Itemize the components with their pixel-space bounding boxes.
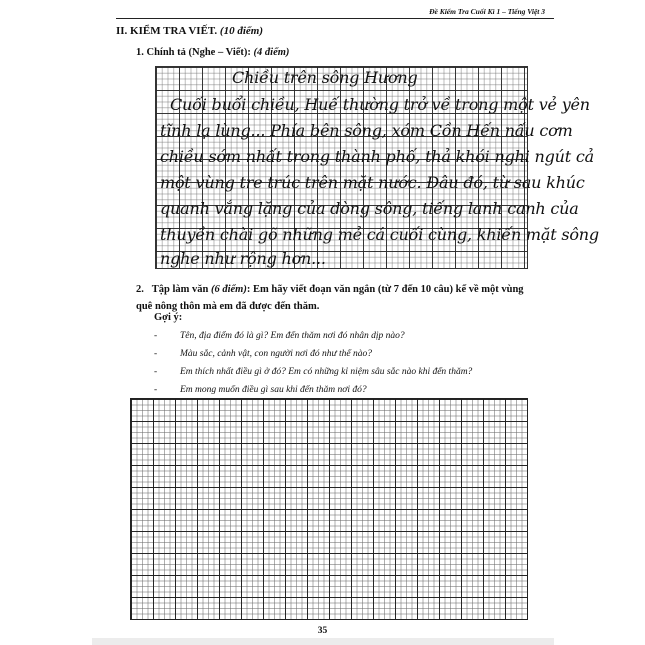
page-header: Đề Kiểm Tra Cuối Kì 1 – Tiếng Việt 3 xyxy=(429,7,545,16)
hint-label: Gợi ý: xyxy=(154,312,183,323)
writing-grid[interactable] xyxy=(130,398,528,620)
page-number: 35 xyxy=(317,626,328,636)
item1-heading xyxy=(136,47,289,58)
dictation-line: một vùng tre trúc trên mặt nước. Đâu đó, từ sau khúc xyxy=(160,173,585,192)
dictation-title: Chiều trên sông Hương xyxy=(232,68,418,87)
dictation-line: thuyền chài gõ những mẻ cá cuối cùng, khiến mặt sông xyxy=(160,225,599,244)
item2-heading xyxy=(136,281,536,315)
dictation-line: nghe như rộng hơn... xyxy=(160,249,326,268)
dictation-line: Cuối buổi chiều, Huế thường trở về trong một vẻ yên xyxy=(170,95,590,114)
item2-score: (6 điểm) xyxy=(210,284,247,295)
hint-text: Em mong muốn điều gì sau khi đến thăm nơi đó? xyxy=(180,385,367,395)
bullet-dash: - xyxy=(154,331,158,341)
dictation-line: quanh vắng lặng của dòng sông, tiếng lanh canh của xyxy=(160,199,579,218)
item2-prompt: : Em hãy viết đoạn văn ngắn (từ 7 đến 10 câu) kể về một vùng quê nông thôn mà em đã được đến thăm. xyxy=(136,284,524,312)
section-title xyxy=(116,25,263,37)
dictation-line: chiều sớm nhất trong thành phố, thả khói nghi ngút cả xyxy=(160,147,594,166)
item2-label: Tập làm văn xyxy=(151,284,209,295)
dictation-line: tĩnh lạ lùng... Phía bên sông, xóm Cồn Hến nấu cơm xyxy=(160,121,573,140)
hint-item xyxy=(154,331,405,341)
page-bottom-edge xyxy=(92,638,554,645)
bullet-dash: - xyxy=(154,385,158,395)
item2-number: 2. xyxy=(136,284,144,295)
hint-item xyxy=(154,367,472,377)
header-rule xyxy=(116,18,554,19)
section-score: (10 điểm) xyxy=(219,25,263,37)
bullet-dash: - xyxy=(154,367,158,377)
hint-text: Tên, địa điểm đó là gì? Em đến thăm nơi đó nhân dịp nào? xyxy=(180,331,405,341)
item1-score: (4 điểm) xyxy=(253,47,290,58)
bullet-dash: - xyxy=(154,349,158,359)
hint-text: Màu sắc, cảnh vật, con người nơi đó như thế nào? xyxy=(180,349,373,359)
hint-item xyxy=(154,385,367,395)
section-title-text: II. KIỂM TRA VIẾT. xyxy=(116,25,218,37)
hint-text: Em thích nhất điều gì ở đó? Em có những kỉ niệm sâu sắc nào khi đến thăm? xyxy=(180,367,473,377)
item1-label: 1. Chính tả (Nghe – Viết): xyxy=(136,47,251,58)
hint-item xyxy=(154,349,372,359)
